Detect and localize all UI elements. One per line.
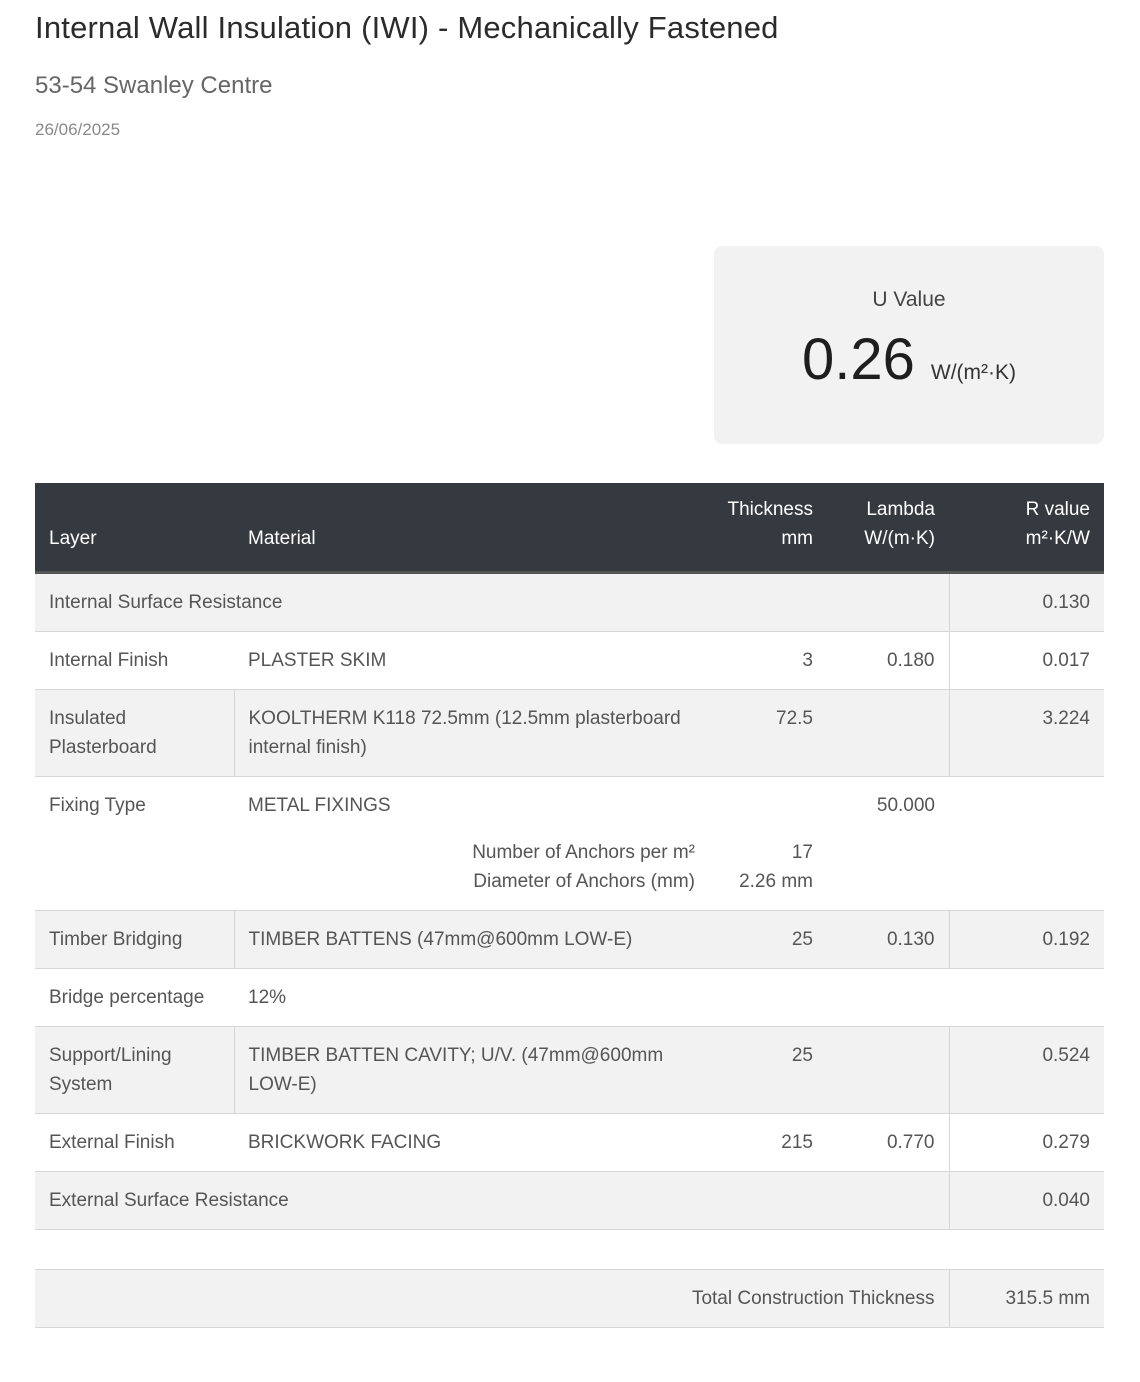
header-lambda-label: Lambda	[866, 499, 935, 520]
row-thickness: 25	[709, 1027, 827, 1114]
spacer-cell	[35, 1230, 1104, 1270]
table-row	[35, 969, 1104, 1027]
row-lambda: 0.180	[827, 632, 949, 690]
row-lambda	[827, 969, 949, 1027]
table-row	[35, 632, 1104, 690]
table-row-internal-surface	[35, 573, 1104, 632]
row-material: TIMBER BATTEN CAVITY; U/V. (47mm@600mm LOW-E)	[234, 1027, 709, 1114]
row-r	[949, 777, 1104, 911]
row-thickness	[723, 791, 813, 820]
row-layer: Bridge percentage	[35, 969, 234, 1027]
internal-surface-label: Internal Surface Resistance	[35, 573, 949, 632]
row-lambda: 50.000	[827, 777, 949, 911]
row-material: TIMBER BATTENS (47mm@600mm LOW-E)	[234, 911, 709, 969]
table-header-row	[35, 483, 1104, 573]
external-surface-r: 0.040	[949, 1172, 1104, 1230]
anchor-values-cell	[709, 777, 827, 911]
row-material: BRICKWORK FACING	[234, 1114, 709, 1172]
header-lambda-unit: W/(m·K)	[864, 528, 935, 549]
row-r: 0.017	[949, 632, 1104, 690]
header-rvalue	[949, 483, 1104, 573]
header-lambda	[827, 483, 949, 573]
header-thickness	[709, 483, 827, 573]
table-row	[35, 911, 1104, 969]
u-value-label: U Value	[872, 288, 946, 311]
total-row	[35, 1270, 1104, 1328]
row-layer: Insulated Plasterboard	[35, 690, 234, 777]
row-lambda: 0.130	[827, 911, 949, 969]
row-thickness: 3	[709, 632, 827, 690]
row-material: METAL FIXINGS	[248, 795, 391, 816]
row-layer: Internal Finish	[35, 632, 234, 690]
table-row	[35, 1114, 1104, 1172]
u-value-card	[714, 246, 1104, 444]
header-thickness-unit: mm	[781, 528, 813, 549]
row-lambda	[827, 690, 949, 777]
header-layer: Layer	[35, 483, 234, 573]
row-r: 0.192	[949, 911, 1104, 969]
anchor-count-label: Number of Anchors per m²	[472, 842, 695, 863]
row-r: 3.224	[949, 690, 1104, 777]
header-rvalue-unit: m²·K/W	[1025, 528, 1090, 549]
header-rvalue-label: R value	[1025, 499, 1090, 520]
row-material: 12%	[234, 969, 709, 1027]
row-layer: Fixing Type	[35, 777, 234, 911]
total-label: Total Construction Thickness	[35, 1270, 949, 1328]
row-r	[949, 969, 1104, 1027]
total-value: 315.5 mm	[949, 1270, 1104, 1328]
row-r: 0.524	[949, 1027, 1104, 1114]
table-row	[35, 1027, 1104, 1114]
row-layer: Support/Lining System	[35, 1027, 234, 1114]
row-thickness: 215	[709, 1114, 827, 1172]
anchor-diameter-value: 2.26 mm	[739, 871, 813, 892]
table-row-fixing	[35, 777, 1104, 911]
external-surface-label: External Surface Resistance	[35, 1172, 949, 1230]
row-lambda: 0.770	[827, 1114, 949, 1172]
header-material: Material	[234, 483, 709, 573]
row-r: 0.279	[949, 1114, 1104, 1172]
row-layer: External Finish	[35, 1114, 234, 1172]
row-material: KOOLTHERM K118 72.5mm (12.5mm plasterboard internal finish)	[234, 690, 709, 777]
table-row	[35, 690, 1104, 777]
table-row-external-surface	[35, 1172, 1104, 1230]
anchor-labels-block	[248, 838, 695, 896]
anchor-diameter-label: Diameter of Anchors (mm)	[473, 871, 695, 892]
row-thickness	[709, 969, 827, 1027]
page-title: Internal Wall Insulation (IWI) - Mechanically Fastened	[35, 10, 779, 45]
report-date: 26/06/2025	[35, 120, 121, 139]
spacer-row	[35, 1230, 1104, 1270]
internal-surface-r: 0.130	[949, 573, 1104, 632]
u-value-unit: W/(m²·K)	[930, 361, 1017, 384]
row-material: PLASTER SKIM	[234, 632, 709, 690]
u-value-number: 0.26	[801, 327, 915, 392]
anchor-count-value: 17	[791, 842, 813, 863]
row-thickness: 72.5	[709, 690, 827, 777]
row-lambda	[827, 1027, 949, 1114]
row-layer: Timber Bridging	[35, 911, 234, 969]
layers-table	[35, 483, 1104, 1328]
header-thickness-label: Thickness	[727, 499, 813, 520]
u-value-row	[714, 326, 1104, 393]
row-thickness: 25	[709, 911, 827, 969]
row-material-cell	[234, 777, 709, 911]
project-name: 53-54 Swanley Centre	[35, 72, 273, 99]
